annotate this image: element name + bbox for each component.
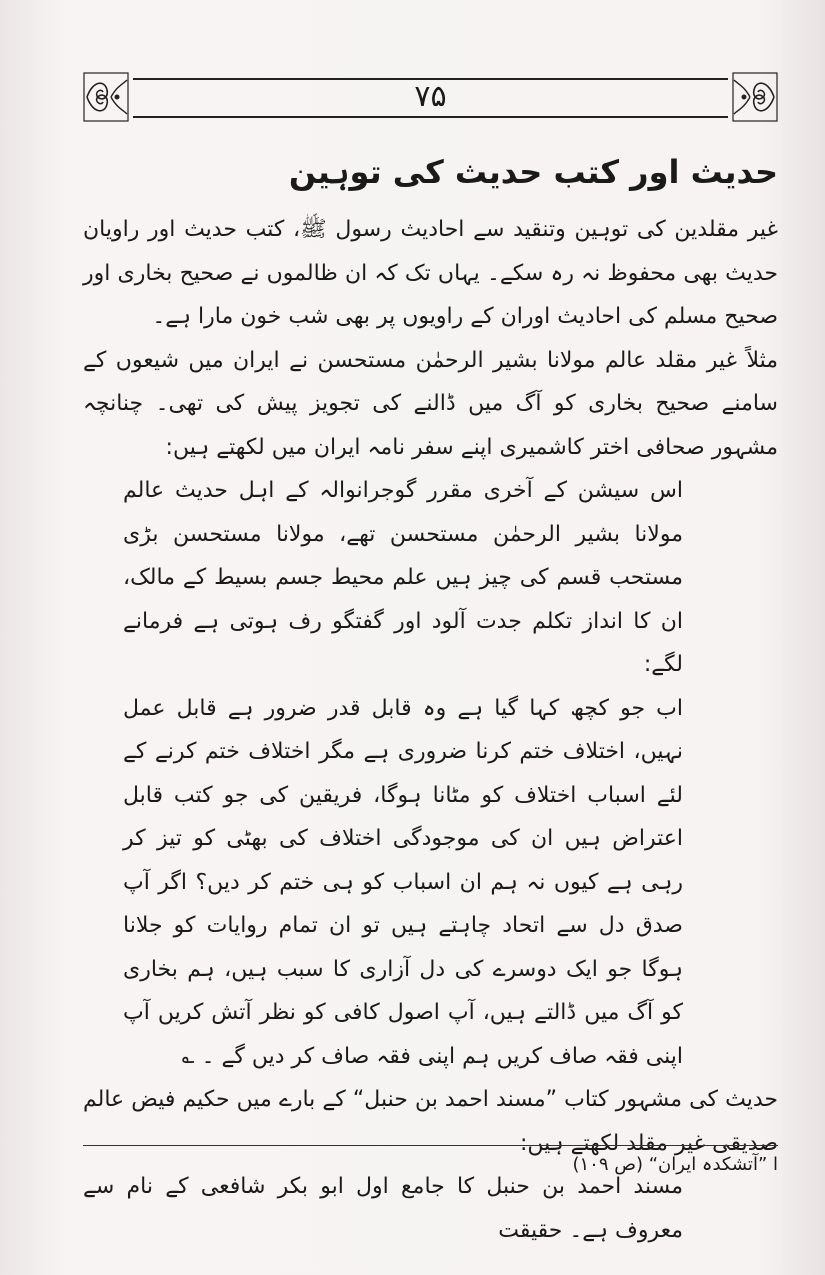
page-body: [83, 148, 778, 1252]
header-rule-bottom: [133, 116, 728, 118]
footnote: ا ”آتشکدہ ایران“ (ص ۱۰۹): [572, 1154, 778, 1175]
page-header: [83, 72, 778, 124]
page-number: ۷۵: [414, 79, 447, 114]
quote-paragraph: اب جو کچھ کہا گیا ہے وہ قابل قدر ضرور ہے قابل عمل نہیں، اختلاف ختم کرنا ضروری ہے مگر اختلاف ختم کرنے کے لئے اسباب اختلاف کو مٹانا ہوگا، فریقین کی جو کتب قابل اعتراض ہیں ان کی موجودگی اختلاف کی بھٹی کو تیز کر رہی ہے کیوں نہ ہم ان اسباب کو ہی ختم کر دیں؟ اگر آپ صدق دل سے اتحاد چاہتے ہیں تو ان تمام روایات کو جلانا ہوگا جو ایک دوسرے کی دل آزاری کا سبب ہیں، ہم بخاری کو آگ میں ڈالتے ہیں، آپ اصول کافی کو نظر آتش کریں آپ اپنی فقہ صاف کریں ہم اپنی فقہ صاف کر دیں گے ۔ ؎: [123, 695, 683, 1069]
quote-paragraph: اس سیشن کے آخری مقرر گوجرانوالہ کے اہل حدیث عالم مولانا بشیر الرحمٰن مستحسن تھے، مولانا مستحسن بڑی مستحب قسم کی چیز ہیں علم محیط جسم بسیط کے مالک، ان کا انداز تکلم جدت آلود اور گفتگو رف ہوتی ہے فرمانے لگے:: [123, 478, 683, 677]
closing-quote-line: مسند احمد بن حنبل کا جامع اول ابو بکر شافعی کے نام سے معروف ہے۔ حقیقت: [83, 1174, 683, 1243]
closing-paragraph: حدیث کی مشہور کتاب ”مسند احمد بن حنبل“ کے بارے میں حکیم فیض عالم صدیقی غیر مقلد لکھتے ہیں:: [83, 1087, 778, 1156]
example-paragraph: مثلاً غیر مقلد عالم مولانا بشیر الرحمٰن مستحسن نے ایران میں شیعوں کے سامنے صحیح بخاری کو آگ میں ڈالنے کی تجویز پیش کی تھی۔ چنانچہ مشہور صحافی اختر کاشمیری اپنے سفر نامہ ایران میں لکھتے ہیں:: [83, 347, 778, 460]
section-title: حدیث اور کتب حدیث کی توہین: [288, 153, 778, 191]
right-flourish-icon: [732, 72, 778, 122]
intro-paragraph: غیر مقلدین کی توہین وتنقید سے احادیث رسول ﷺ، کتب حدیث اور راویان حدیث بھی محفوظ نہ رہ سکے۔ یہاں تک کہ ان ظالموں نے صحیح بخاری اور صحیح مسلم کی احادیث اوران کے راویوں پر بھی شب خون مارا ہے۔: [83, 217, 778, 329]
block-quote: [83, 469, 778, 1078]
footnote-divider: [83, 1145, 778, 1146]
